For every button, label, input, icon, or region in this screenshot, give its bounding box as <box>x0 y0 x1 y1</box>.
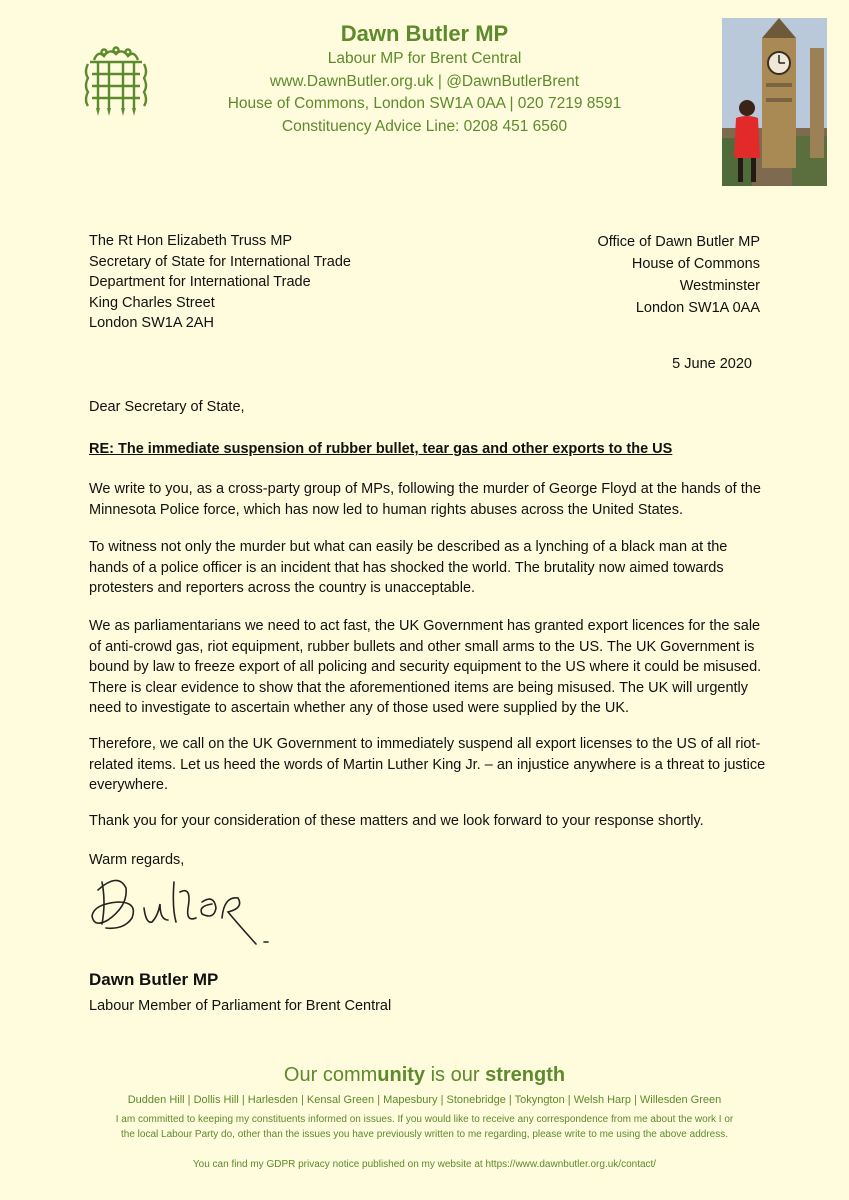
letter-date: 5 June 2020 <box>672 356 752 372</box>
paragraph <box>89 616 769 719</box>
mp-address: House of Commons, London SW1A 0AA | 020 7219 8591 <box>227 95 622 112</box>
sender-line: London SW1A 0AA <box>635 300 760 316</box>
recipient-address <box>89 231 351 334</box>
footer-slogan <box>0 1064 849 1087</box>
mp-subtitle: Labour MP for Brent Central <box>327 50 522 67</box>
recipient-line: King Charles Street <box>89 294 215 311</box>
signatory-name: Dawn Butler MP <box>89 970 219 989</box>
footer-gdpr: You can find my GDPR privacy notice published on my website at https://www.dawnbutler.org.uk/contact/ <box>192 1159 657 1170</box>
sender-line: House of Commons <box>631 256 760 272</box>
paragraph <box>89 734 769 796</box>
footer-notice <box>0 1112 849 1142</box>
mp-photo <box>722 18 827 186</box>
sender-line: Westminster <box>679 278 760 294</box>
slogan-text: is our <box>425 1064 486 1086</box>
handwritten-signature <box>88 868 278 950</box>
paragraph <box>89 479 769 520</box>
mp-web: www.DawnButler.org.uk | @DawnButlerBrent <box>269 72 580 90</box>
recipient-line: Secretary of State for International Trade <box>89 253 351 270</box>
recipient-line: The Rt Hon Elizabeth Truss MP <box>89 233 293 249</box>
recipient-line: London SW1A 2AH <box>89 315 214 331</box>
notice-line: I am committed to keeping my constituents informed on issues. If you would like to receive any correspondence from me about the work I or <box>115 1114 734 1125</box>
salutation: Dear Secretary of State, <box>89 399 245 415</box>
portcullis-icon <box>84 46 148 118</box>
paragraph <box>89 537 769 599</box>
signatory-title: Labour Member of Parliament for Brent Central <box>89 998 392 1014</box>
sender-address <box>560 231 760 319</box>
mp-advice-line: Constituency Advice Line: 0208 451 6560 <box>281 117 568 135</box>
notice-line: the local Labour Party do, other than the issues you have previously written to me regarding, please write to me using the above address. <box>120 1129 728 1140</box>
mp-name: Dawn Butler MP <box>340 21 509 46</box>
sender-line: Office of Dawn Butler MP <box>597 234 760 250</box>
paragraph-text: We write to you, as a cross-party group of MPs, following the murder of George Floyd at the hands of the Minnesota Police force, which has now led to human rights abuses across the United States. <box>89 481 761 518</box>
slogan-bold: unity <box>377 1064 426 1086</box>
slogan-bold: strength <box>485 1064 566 1086</box>
slogan-text: Our comm <box>283 1064 378 1086</box>
paragraph-text: Therefore, we call on the UK Government to immediately suspend all export licenses to the US of all riot-related items. Let us heed the words of Martin Luther King Jr. – an injustice anywhere is a threat to justice everywhere. <box>89 736 766 793</box>
paragraph-text: To witness not only the murder but what can easily be described as a lynching of a black man at the hands of a police officer is an incident that has shocked the world. The brutality now aimed towards protesters and reporters across the country is unacceptable. <box>89 539 728 596</box>
recipient-line: Department for International Trade <box>89 274 311 290</box>
footer-wards: Dudden Hill | Dollis Hill | Harlesden | Kensal Green | Mapesbury | Stonebridge | Tokyngton | Welsh Harp | Willesden Green <box>127 1094 722 1106</box>
paragraph-text: Thank you for your consideration of these matters and we look forward to your response shortly. <box>89 813 704 829</box>
paragraph <box>89 811 769 832</box>
subject-line: RE: The immediate suspension of rubber bullet, tear gas and other exports to the US <box>89 441 673 457</box>
closing: Warm regards, <box>89 852 185 868</box>
paragraph-text: We as parliamentarians we need to act fast, the UK Government has granted export licences for the sale of anti-crowd gas, riot equipment, rubber bullets and other small arms to the US. The UK Government is bound by law to freeze export of all policing and security equipment to the US where it could be misused. There is clear evidence to show that the aforementioned items are being misused. The UK will urgently need to investigate to ascertain whether any of those used were supplied by the UK. <box>89 618 762 716</box>
